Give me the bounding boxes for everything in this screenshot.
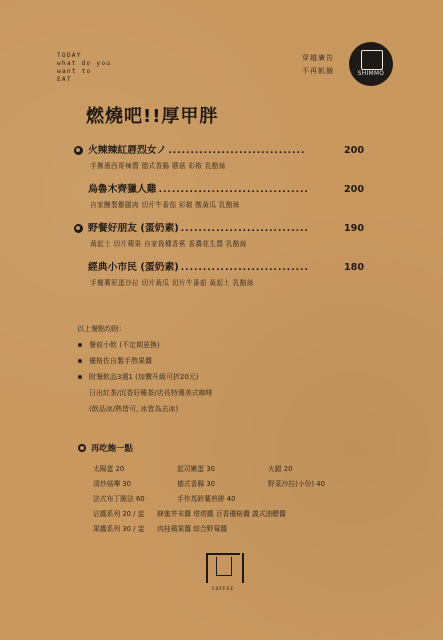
extra-item: 德式香腸 30 [177,480,215,488]
bullet-dot-icon [78,343,82,347]
footer-brand-text: COFFEE [211,587,235,592]
bullet-dot-icon [78,359,82,363]
tagline-line: what do you [57,60,112,67]
slogan-line: 不再飢餓 [302,67,334,75]
extra-item: 果醬系列 30 / 盅 [93,525,145,533]
extra-item: 手作馬鈴薯煎餅 40 [177,495,236,503]
menu-item-header [74,182,364,197]
menu-item [74,143,364,173]
dot-leader: .................................. [158,185,309,195]
menu-item [74,221,364,251]
extras-title-text: 再吃飽一點 [91,443,133,453]
note-bullet [77,369,347,385]
extra-item: 沾醬系列 20 / 盅 [93,510,145,518]
note-bullet [77,353,347,369]
tagline-line: want to [57,68,92,75]
note-text: 餐前小飲 (不定期更換) [89,341,160,349]
brand-slogan [302,52,334,78]
dot-leader: ............................. [180,224,309,234]
extra-item: 法式布丁脆法 60 [93,495,145,503]
menu-item-header [74,143,364,158]
logo-text: SHIMMO [357,71,385,77]
menu-item-description: 手攪薯泥蛋沙拉 切片黃瓜 切片牛番茄 黃起士 乳酪絲 [90,279,254,287]
menu-item-header [74,221,364,236]
menu-item-price: 200 [343,184,364,195]
tagline-line: TODAY [57,52,82,59]
extra-item: 清炒菇嗶 30 [93,480,131,488]
menu-item-description: 黃起士 切片蘋果 自家栽種香蕉 香濃花生醬 乳酪絲 [90,240,247,248]
dot-leader: ............................... [168,146,306,156]
extra-item: 野菜沙拉(小份) 40 [268,480,325,488]
brand-block [302,42,392,96]
extras-grid [93,462,363,537]
extra-item: 蜂蜜芥末醬 塔塔醬 百香優格醬 義式油醋醬 [157,510,286,518]
extra-item: 起司嫩蛋 30 [177,465,215,473]
menu-item [74,260,364,290]
dot-leader: ............................. [180,263,309,273]
bullet-icon [74,146,83,155]
menu-item-name: 烏魯木齊獵人雞 [88,184,157,195]
bullet-icon [78,444,86,452]
notes-intro: 以上餐點均附: [77,325,122,333]
coffee-logo-icon [202,553,244,603]
drink-note: (飲品冰/熱皆可, 冰皆為去冰) [89,405,179,413]
menu-item-price: 180 [343,262,364,273]
extra-item: 太陽蛋 20 [93,465,125,473]
extra-item: 火腿 20 [268,465,293,473]
menu-item-name: 火辣辣紅唇烈女ノ [88,145,167,156]
tagline-line: EAT [57,76,72,83]
coffee-glyph-icon [206,553,244,583]
page-title: 燃燒吧!!厚甲胖 [86,106,219,127]
menu-item-price: 200 [343,145,364,156]
extras-title [78,442,133,454]
notes-section [77,321,347,417]
menu-item-description: 手撕墨西哥辣醬 德式香腸 蘑菇 彩椒 乳酪絲 [90,162,226,170]
bullet-dot-icon [78,375,82,379]
note-text: 附餐飲品3選1 (加價升級可折20元) [89,373,199,381]
extras-row [93,492,363,507]
note-text: 優格佐自製手熬果醬 [89,357,152,365]
menu-item-name: 野餐好朋友 (蛋奶素) [88,223,179,234]
logo-mark-icon [361,50,383,70]
drink-options: 日出紅茶/沉香好睡茶/店長特選美式咖啡 [89,389,213,397]
menu-list [74,143,364,299]
menu-item-header [74,260,364,275]
extras-row [93,522,363,537]
extras-row [93,477,363,492]
extra-item: 肉桂蘋果醬 綜合野莓醬 [157,525,228,533]
slogan-line: 穿越廣告 [302,54,334,62]
menu-item-price: 190 [343,223,364,234]
bullet-icon [74,224,83,233]
extras-row [93,507,363,522]
logo-icon [349,42,393,86]
tagline [57,52,111,84]
menu-item [74,182,364,212]
extras-row [93,462,363,477]
menu-item-name: 經典小市民 (蛋奶素) [88,262,179,273]
note-bullet [77,337,347,353]
menu-item-description: 自家醃製雞腿肉 切片牛番茄 彩椒 酸黃瓜 乳酪絲 [90,201,240,209]
